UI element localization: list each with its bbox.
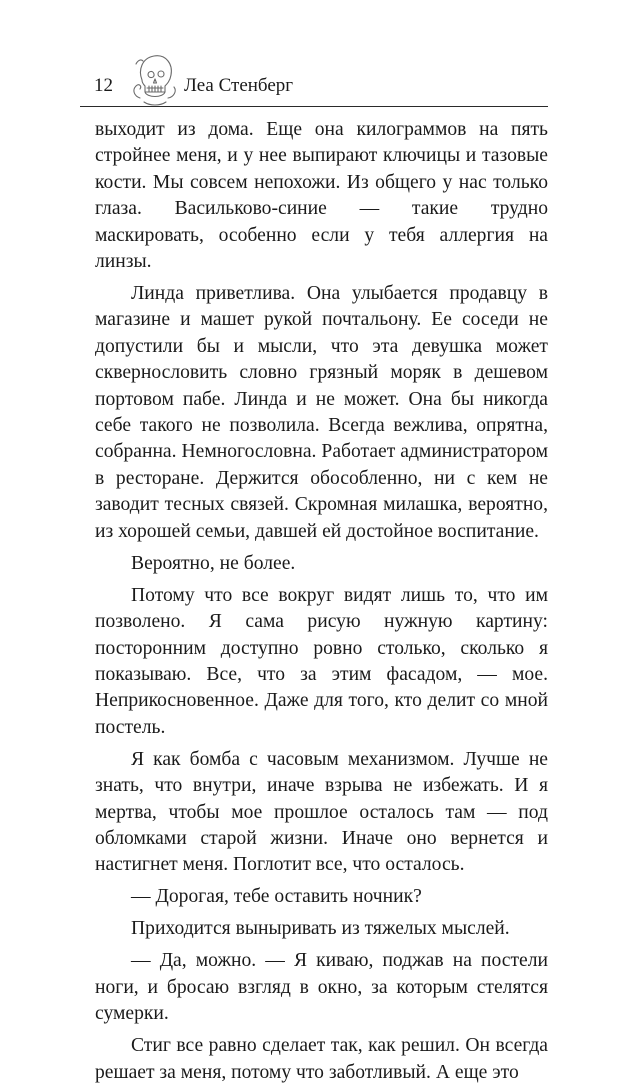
- running-head: [80, 48, 548, 108]
- running-head-author: Леа Стенберг: [184, 75, 294, 96]
- paragraph: — Да, можно. — Я киваю, поджав на постели ноги, и бросаю взгляд в окно, за которым стелятся сумерки.: [95, 950, 548, 1025]
- paragraph: Приходится выныривать из тяжелых мыслей.: [131, 918, 510, 940]
- page-number: 12: [94, 75, 113, 96]
- paragraph: Стиг все равно сделает так, как решил. Он всегда решает за меня, потому что заботливый. А еще это: [95, 1035, 548, 1083]
- paragraph: Я как бомба с часовым механизмом. Лучше не знать, что внутри, иначе взрыва не избежать. И я мертва, чтобы мое прошлое осталось там — под обломками старой жизни. Иначе оно вернется и настигнет меня. Поглотит все, что осталось.: [95, 748, 548, 876]
- body-text: [95, 117, 548, 1086]
- paragraph: выходит из дома. Еще она килограммов на пять стройнее меня, и у нее выпирают ключицы и тазовые кости. Мы совсем непохожи. Из общего у нас только глаза. Васильково-синие — такие трудно маскировать, особенно если у тебя аллергия на линзы.: [95, 119, 548, 273]
- header-rule: [80, 106, 548, 107]
- paragraph: — Дорогая, тебе оставить ночник?: [131, 886, 422, 908]
- paragraph: Вероятно, не более.: [131, 552, 296, 574]
- paragraph: Линда приветлива. Она улыбается продавцу в магазине и машет рукой почтальону. Ее соседи не допустили бы и мысли, что эта девушка может сквернословить словно грязный моряк в дешевом портовом пабе. Линда и не может. Она бы никогда себе такого не позволила. Всегда вежлива, опрятна, собранна. Немногословна. Работает администратором в ресторане. Держится обособленно, ни с кем не заводит тесных связей. Скромная милашка, вероятно, из хорошей семьи, давшей ей достойное воспитание.: [95, 283, 548, 542]
- paragraph: Потому что все вокруг видят лишь то, что им позволено. Я сама рисую нужную картину: посторонним доступно ровно столько, сколько я показываю. Все, что за этим фасадом, — мое. Неприкосновенное. Даже для того, кто делит со мной постель.: [95, 584, 548, 738]
- skull-ornament-icon: [128, 50, 180, 108]
